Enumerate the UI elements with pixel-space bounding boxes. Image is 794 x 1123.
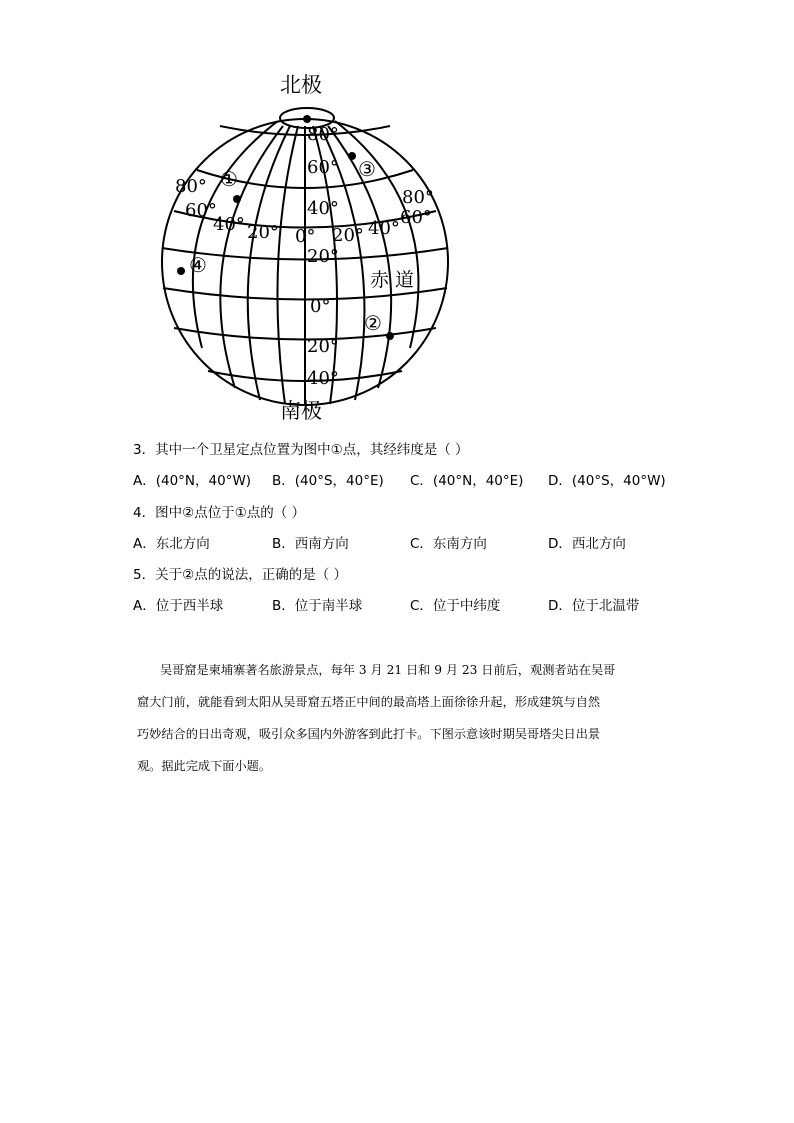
question-3-option-c[interactable]: C．(40°N，40°E) <box>410 473 524 489</box>
question-3-option-d[interactable]: D．(40°S，40°W) <box>548 473 666 489</box>
lat-label-n80: 80° <box>307 124 339 145</box>
lon-label-e20: 20° <box>332 225 364 246</box>
lat-label-s20: 20° <box>307 336 339 357</box>
south-pole-label: 南极 <box>280 399 322 423</box>
question-4-option-b[interactable]: B．西南方向 <box>272 536 349 552</box>
question-4-option-a[interactable]: A．东北方向 <box>133 536 210 552</box>
point-4-label: ④ <box>189 253 207 277</box>
point-2-dot <box>386 332 394 340</box>
question-5-option-a[interactable]: A．位于西半球 <box>133 598 224 614</box>
question-5-option-c[interactable]: C．位于中纬度 <box>410 598 501 614</box>
point-3-label: ③ <box>358 157 376 181</box>
lon-label-e60: 60° <box>400 207 432 228</box>
point-1-dot <box>233 195 241 203</box>
point-2-label: ② <box>364 311 382 335</box>
lat-label-n40: 40° <box>307 198 339 219</box>
question-3-stem: 3．其中一个卫星定点位置为图中①点，其经纬度是（ ） <box>133 442 469 458</box>
lat-label-s40: 40° <box>307 368 339 389</box>
question-3-option-b[interactable]: B．(40°S，40°E) <box>272 473 384 489</box>
point-4-dot <box>177 267 185 275</box>
north-pole-dot <box>303 115 311 123</box>
meridian-w40 <box>248 126 290 400</box>
lat-label-n60: 60° <box>307 157 339 178</box>
north-pole-label: 北极 <box>280 73 322 97</box>
meridian-w20 <box>277 126 298 404</box>
globe-figure <box>150 66 460 426</box>
lon-label-w40: 40° <box>213 214 245 235</box>
lat-label-equator: 0° <box>310 296 331 317</box>
question-3-option-a[interactable]: A．(40°N，40°W) <box>133 473 252 489</box>
lon-label-zero: 0° <box>295 226 316 247</box>
question-4-option-d[interactable]: D．西北方向 <box>548 536 626 552</box>
question-5-option-d[interactable]: D．位于北温带 <box>548 598 640 614</box>
point-3-dot <box>348 152 356 160</box>
passage-line-4: 观。据此完成下面小题。 <box>137 759 272 773</box>
lon-label-w60: 60° <box>185 200 217 221</box>
question-4-option-c[interactable]: C．东南方向 <box>410 536 487 552</box>
equator-label: 赤 道 <box>370 269 415 291</box>
lon-label-e40: 40° <box>368 218 400 239</box>
point-1-label: ① <box>220 167 238 191</box>
question-4-stem: 4．图中②点位于①点的（ ） <box>133 505 306 521</box>
question-5-option-b[interactable]: B．位于南半球 <box>272 598 363 614</box>
lon-label-e80: 80° <box>402 187 434 208</box>
passage-line-2: 窟大门前，就能看到太阳从吴哥窟五塔正中间的最高塔上面徐徐升起，形成建筑与自然 <box>137 695 601 709</box>
lon-label-w80: 80° <box>175 176 207 197</box>
passage-line-3: 巧妙结合的日出奇观，吸引众多国内外游客到此打卡。下图示意该时期吴哥塔尖日出景 <box>137 727 601 741</box>
question-5-stem: 5．关于②点的说法，正确的是（ ） <box>133 567 347 583</box>
lat-label-n20: 20° <box>307 246 339 267</box>
lon-label-w20: 20° <box>247 222 279 243</box>
passage-line-1: 吴哥窟是柬埔寨著名旅游景点，每年 3 月 21 日和 9 月 23 日前后，观测者站在吴哥 <box>160 663 616 677</box>
